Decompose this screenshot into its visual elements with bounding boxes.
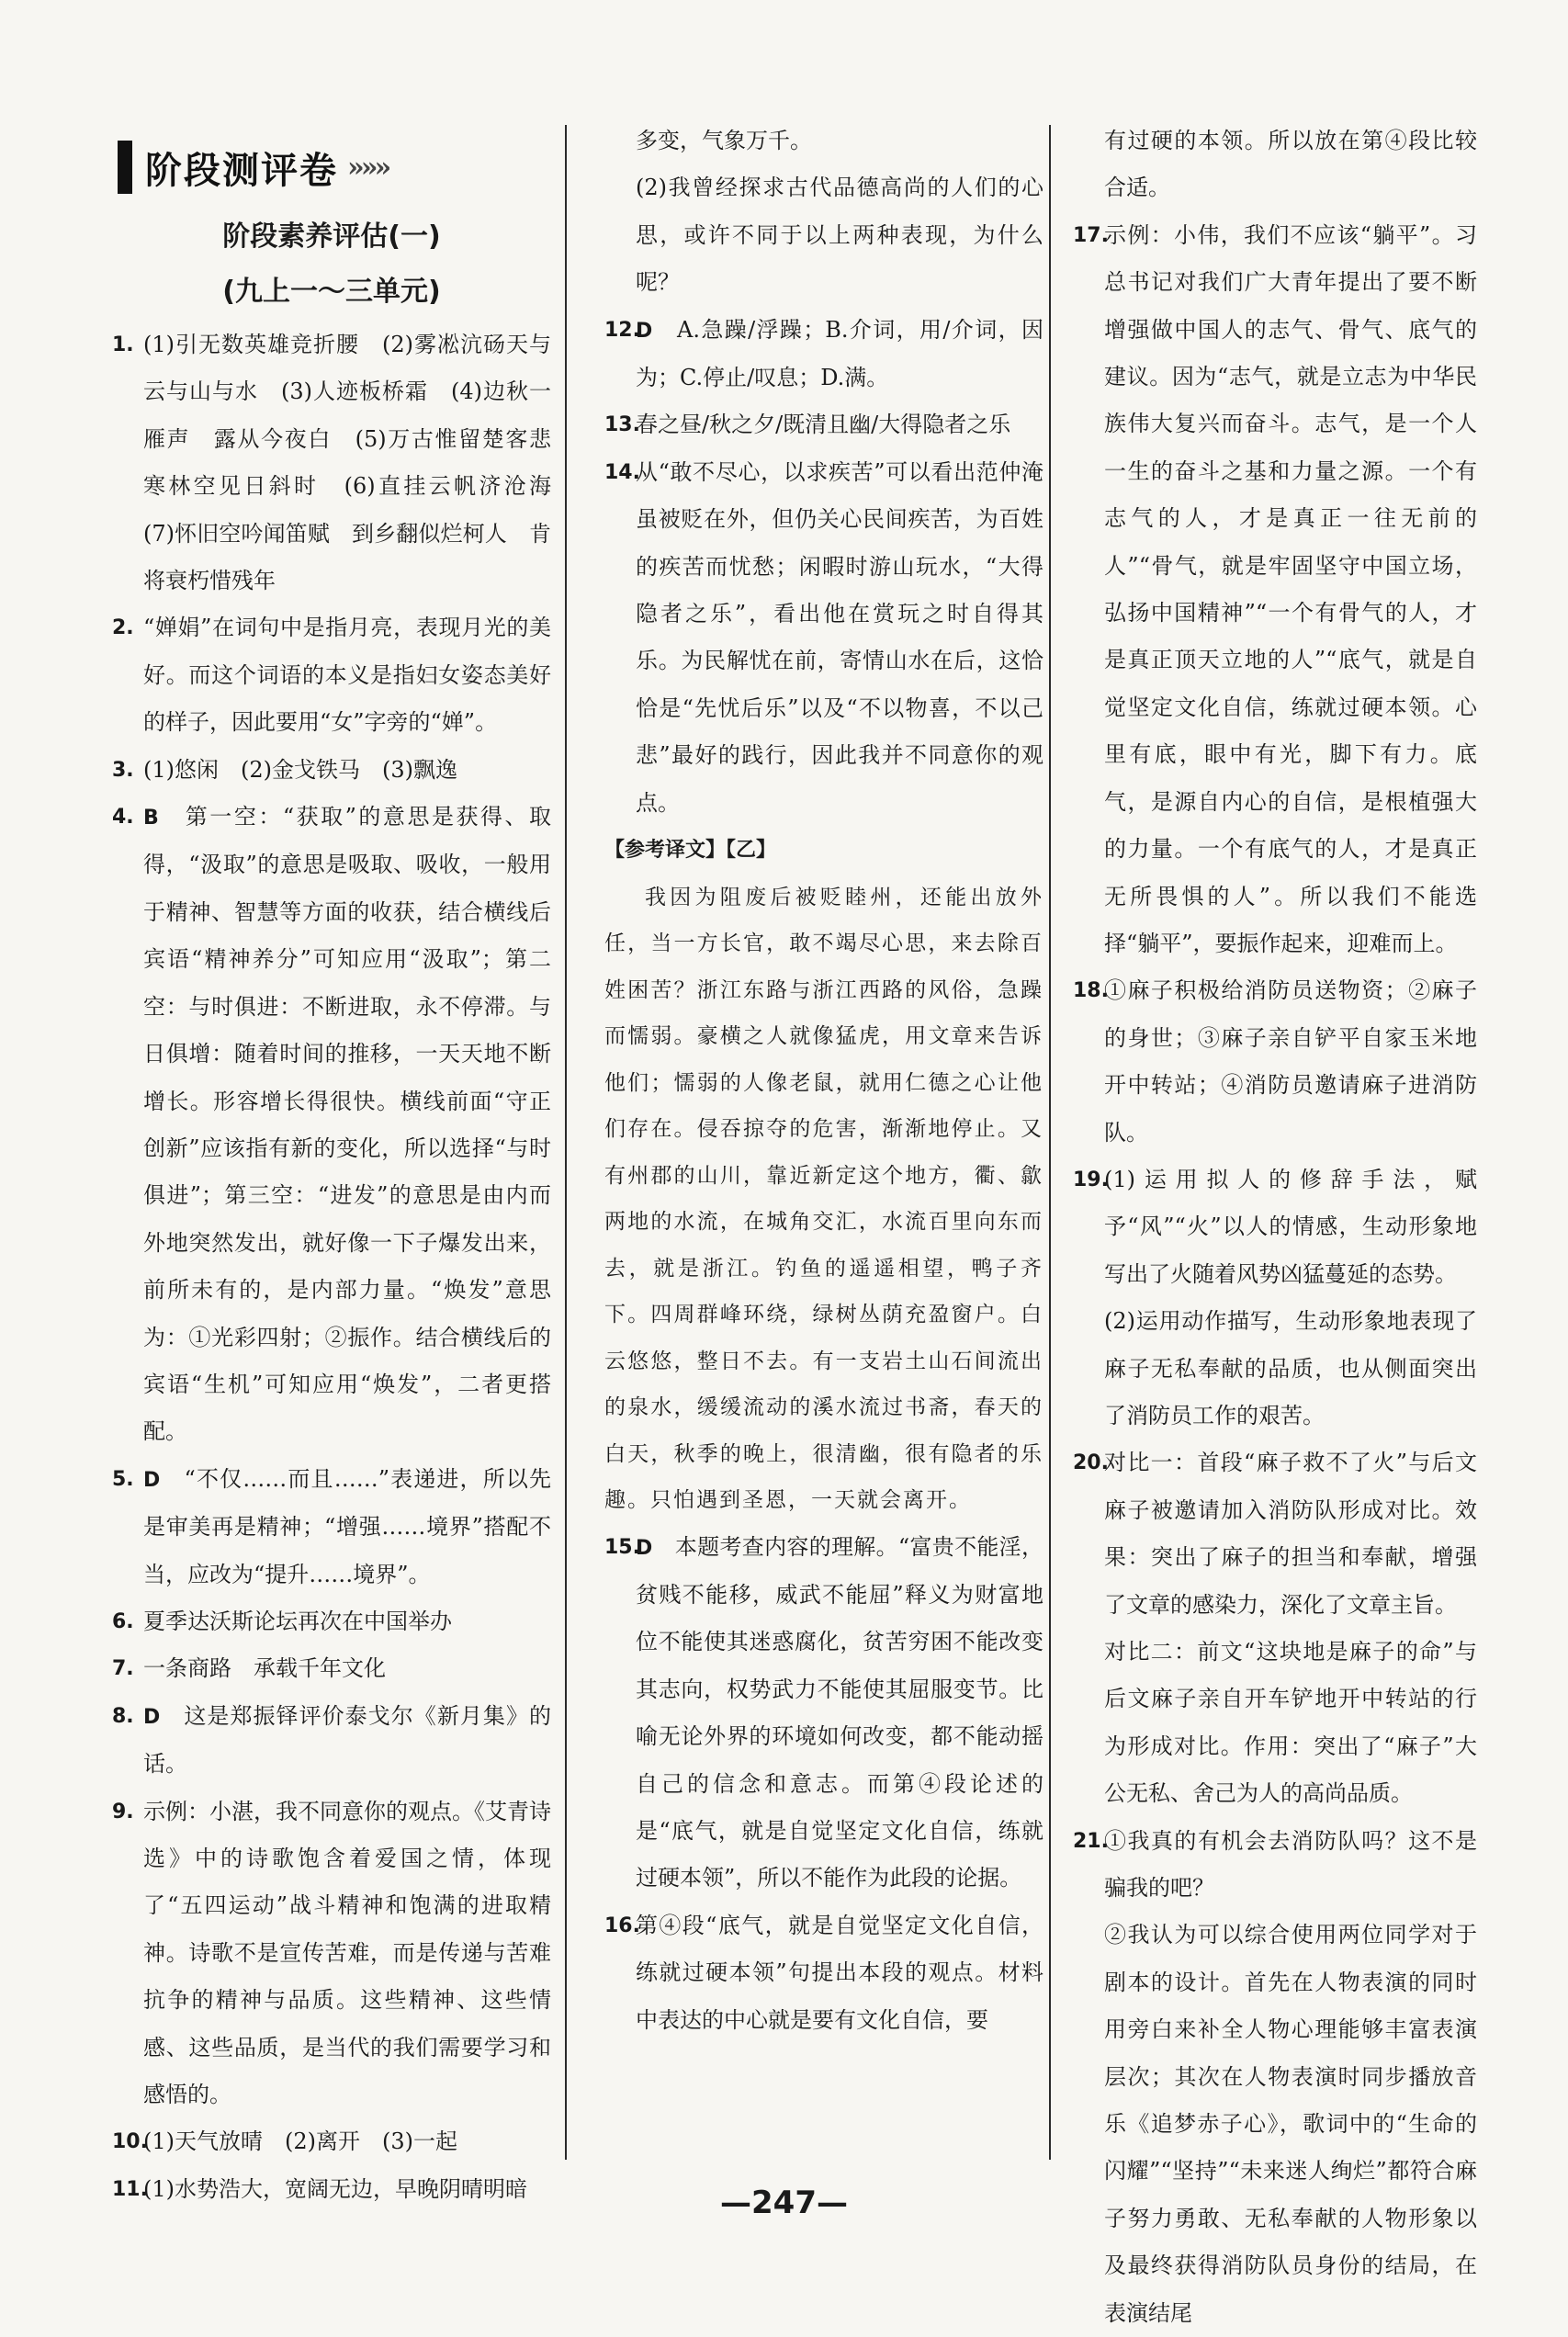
section-banner <box>118 138 388 197</box>
answer-item: 16. 第④段“底气，就是自觉坚定文化自信，练就过硬本领”句提出本段的观点。材料中表达的中心就是要有文化自信，要 <box>604 1912 1043 2033</box>
answer-item: 7. 一条商路 承载千年文化 <box>112 1655 386 1682</box>
answer-continuation: 有过硬的本领。所以放在第④段比较合适。 <box>1104 128 1477 201</box>
page-number: —247— <box>720 2185 848 2221</box>
answer-item: 3. (1)悠闲 (2)金戈铁马 (3)飘逸 <box>112 756 457 783</box>
banner-title: 阶段测评卷 <box>145 149 338 192</box>
answer-continuation: 对比二：前文“这块地是麻子的命”与后文麻子亲自开车铲地开中转站的行为形成对比。作用：突出了“麻子”大公无私、舍己为人的高尚品质。 <box>1104 1639 1477 1807</box>
answer-item: 15. D 本题考查内容的理解。“富贵不能淫，贫贱不能移，威武不能屈”释义为财富地位不能使其迷惑腐化，贫苦穷困不能改变其志向，权势武力不能使其屈服变节。比喻无论外界的环境如何改变，都不能动摇自己的信念和意志。而第④段论述的是“底气，就是自觉坚定文化自信，练就过硬本领”，所以不能作为此段的论据。 <box>604 1533 1043 1891</box>
answer-item: 4. B 第一空：“获取”的意思是获得、取得，“汲取”的意思是吸取、吸收，一般用于精神、智慧等方面的收获，结合横线后宾语“精神养分”可知应用“汲取”；第二空：与时俱进：不断进取，永不停滞。与日俱增：随着时间的推移，一天天地不断增长。形容增长得很快。横线前面“守正创新”应该指有新的变化，所以选择“与时俱进”；第三空：“进发”的意思是由内而外地突然发出，就好像一下子爆发出来，前所未有的，是内部力量。“焕发”意思为：①光彩四射；②振作。结合横线后的宾语“生机”可知应用“焕发”，二者更搭配。 <box>112 804 551 1445</box>
banner-arrows-icon: »»» <box>347 151 389 184</box>
answer-item: 6. 夏季达沃斯论坛再次在中国举办 <box>112 1608 452 1634</box>
answer-continuation: (2)我曾经探求古代品德高尚的人们的心思，或许不同于以上两种表现，为什么呢？ <box>636 175 1043 296</box>
column-1 <box>112 322 573 2213</box>
answer-item: 13. 春之昼/秋之夕/既清且幽/大得隐者之乐 <box>604 412 1011 438</box>
answer-item: 8. D 这是郑振铎评价泰戈尔《新月集》的话。 <box>112 1702 551 1778</box>
answer-item: 17. 示例：小伟，我们不应该“躺平”。习总书记对我们广大青年提出了要不断增强做中国人的志气、骨气、底气的建议。因为“志气，就是立志为中华民族伟大复兴而奋斗。志气，是一个人一生的奋斗之基和力量之源。一个有志气的人，才是真正一往无前的人”“骨气，就是牢固坚守中国立场，弘扬中国精神”“一个有骨气的人，才是真正顶天立地的人”“底气，就是自觉坚定文化自信，练就过硬本领。心里有底，眼中有光，脚下有力。底气，是源自内心的自信，是根植强大的力量。一个有底气的人，才是真正无所畏惧的人”。所以我们不能选择“躺平”，要振作起来，迎难而上。 <box>1073 221 1477 956</box>
answer-item: 19. (1)运用拟人的修辞手法，赋予“风”“火”以人的情感，生动形象地写出了火随着风势凶猛蔓延的态势。 <box>1073 1166 1477 1287</box>
answer-item: 9. 示例：小湛，我不同意你的观点。《艾青诗选》中的诗歌饱含着爱国之情，体现了“五四运动”战斗精神和饱满的进取精神。诗歌不是宣传苦难，而是传递与苦难抗争的精神与品质。这些精神、这些情感、这些品质，是当代的我们需要学习和感悟的。 <box>112 1798 551 2108</box>
answer-continuation: (2)运用动作描写，生动形象地表现了麻子无私奉献的品质，也从侧面突出了消防员工作的艰苦。 <box>1104 1308 1477 1428</box>
section-title: 阶段素养评估(一) <box>222 220 441 253</box>
answer-item: 1. (1)引无数英雄竞折腰 (2)雾凇沆砀天与云与山与水 (3)人迹板桥霜 (4)边秋一雁声 露从今夜白 (5)万古惟留楚客悲 寒林空见日斜时 (6)直挂云帆济沧海 (7)怀旧空吟闻笛赋 到乡翻似烂柯人 肯将衰朽惜残年 <box>112 332 573 594</box>
answer-item: 12. D A.急躁/浮躁；B.介词，用/介词，因为；C.停止/叹息；D.满。 <box>604 316 1043 391</box>
banner-bar <box>118 141 132 194</box>
answer-item: 11. (1)水势浩大，宽阔无边，早晚阴晴明暗 <box>112 2175 527 2202</box>
answer-item: 14. 从“敢不尽心，以求疾苦”可以看出范仲淹虽被贬在外，但仍关心民间疾苦，为百姓的疾苦而忧愁；闲暇时游山玩水，“大得隐者之乐”，看出他在赏玩之时自得其乐。为民解忧在前，寄情山水在后，这恰恰是“先忧后乐”以及“不以物喜，不以己悲”最好的践行，因此我并不同意你的观点。 <box>604 458 1043 816</box>
answer-continuation: 多变，气象万千。 <box>636 128 812 153</box>
answer-item: 10. (1)天气放晴 (2)离开 (3)一起 <box>112 2128 457 2155</box>
reference-translation: 我因为阻废后被贬睦州，还能出放外任，当一方长官，敢不竭尽心思，来去除百姓困苦？浙江东路与浙江西路的风俗，急躁而懦弱。豪横之人就像猛虎，用文章来告诉他们；懦弱的人像老鼠，就用仁德之心让他们存在。侵吞掠夺的危害，渐渐地停止。又有州郡的山川，靠近新定这个地方，衢、歙两地的水流，在城角交汇，水流百里向东而去，就是浙江。钓鱼的遥遥相望，鸭子齐下。四周群峰环绕，绿树丛荫充盈窗户。白云悠悠，整日不去。有一支岩土山石间流出的泉水，缓缓流动的溪水流过书斋，春天的白天，秋季的晚上，很清幽，很有隐者的乐趣。只怕遇到圣恩，一天就会离开。 <box>604 885 1043 1512</box>
answer-item: 20. 对比一：首段“麻子救不了火”与后文麻子被邀请加入消防队形成对比。效果：突出了麻子的担当和奉献，增强了文章的感染力，深化了文章主旨。 <box>1073 1450 1477 1618</box>
answer-item: 2. “婵娟”在词句中是指月亮，表现月光的美好。而这个词语的本义是指妇女姿态美好的样子，因此要用“女”字旁的“婵”。 <box>112 615 551 736</box>
answer-item: 5. D “不仅……而且……”表递进，所以先是审美再是精神；“增强……境界”搭配不当，应改为“提升……境界”。 <box>112 1465 551 1587</box>
column-divider <box>1049 125 1051 2160</box>
section-subtitle: (九上一～三单元) <box>222 276 441 308</box>
answer-item: 21. ①我真的有机会去消防队吗？这不是骗我的吧？ <box>1073 1827 1477 1902</box>
answer-continuation: ②我认为可以综合使用两位同学对于剧本的设计。首先在人物表演的同时用旁白来补全人物心理能够丰富表演层次；其次在人物表演时同步播放音乐《追梦赤子心》，歌词中的“生命的闪耀”“坚持”“未来迷人绚烂”都符合麻子努力勇敢、无私奉献的人物形象以及最终获得消防队员身份的结局，在表演结尾 <box>1104 1922 1477 2326</box>
column-2 <box>604 118 1043 2044</box>
column-3 <box>1073 118 1477 2337</box>
reference-translation-heading: 【参考译文】【乙】 <box>604 839 777 863</box>
answer-item: 18. ①麻子积极给消防员送物资；②麻子的身世；③麻子亲自铲平自家玉米地开中转站；④消防员邀请麻子进消防队。 <box>1073 977 1477 1146</box>
